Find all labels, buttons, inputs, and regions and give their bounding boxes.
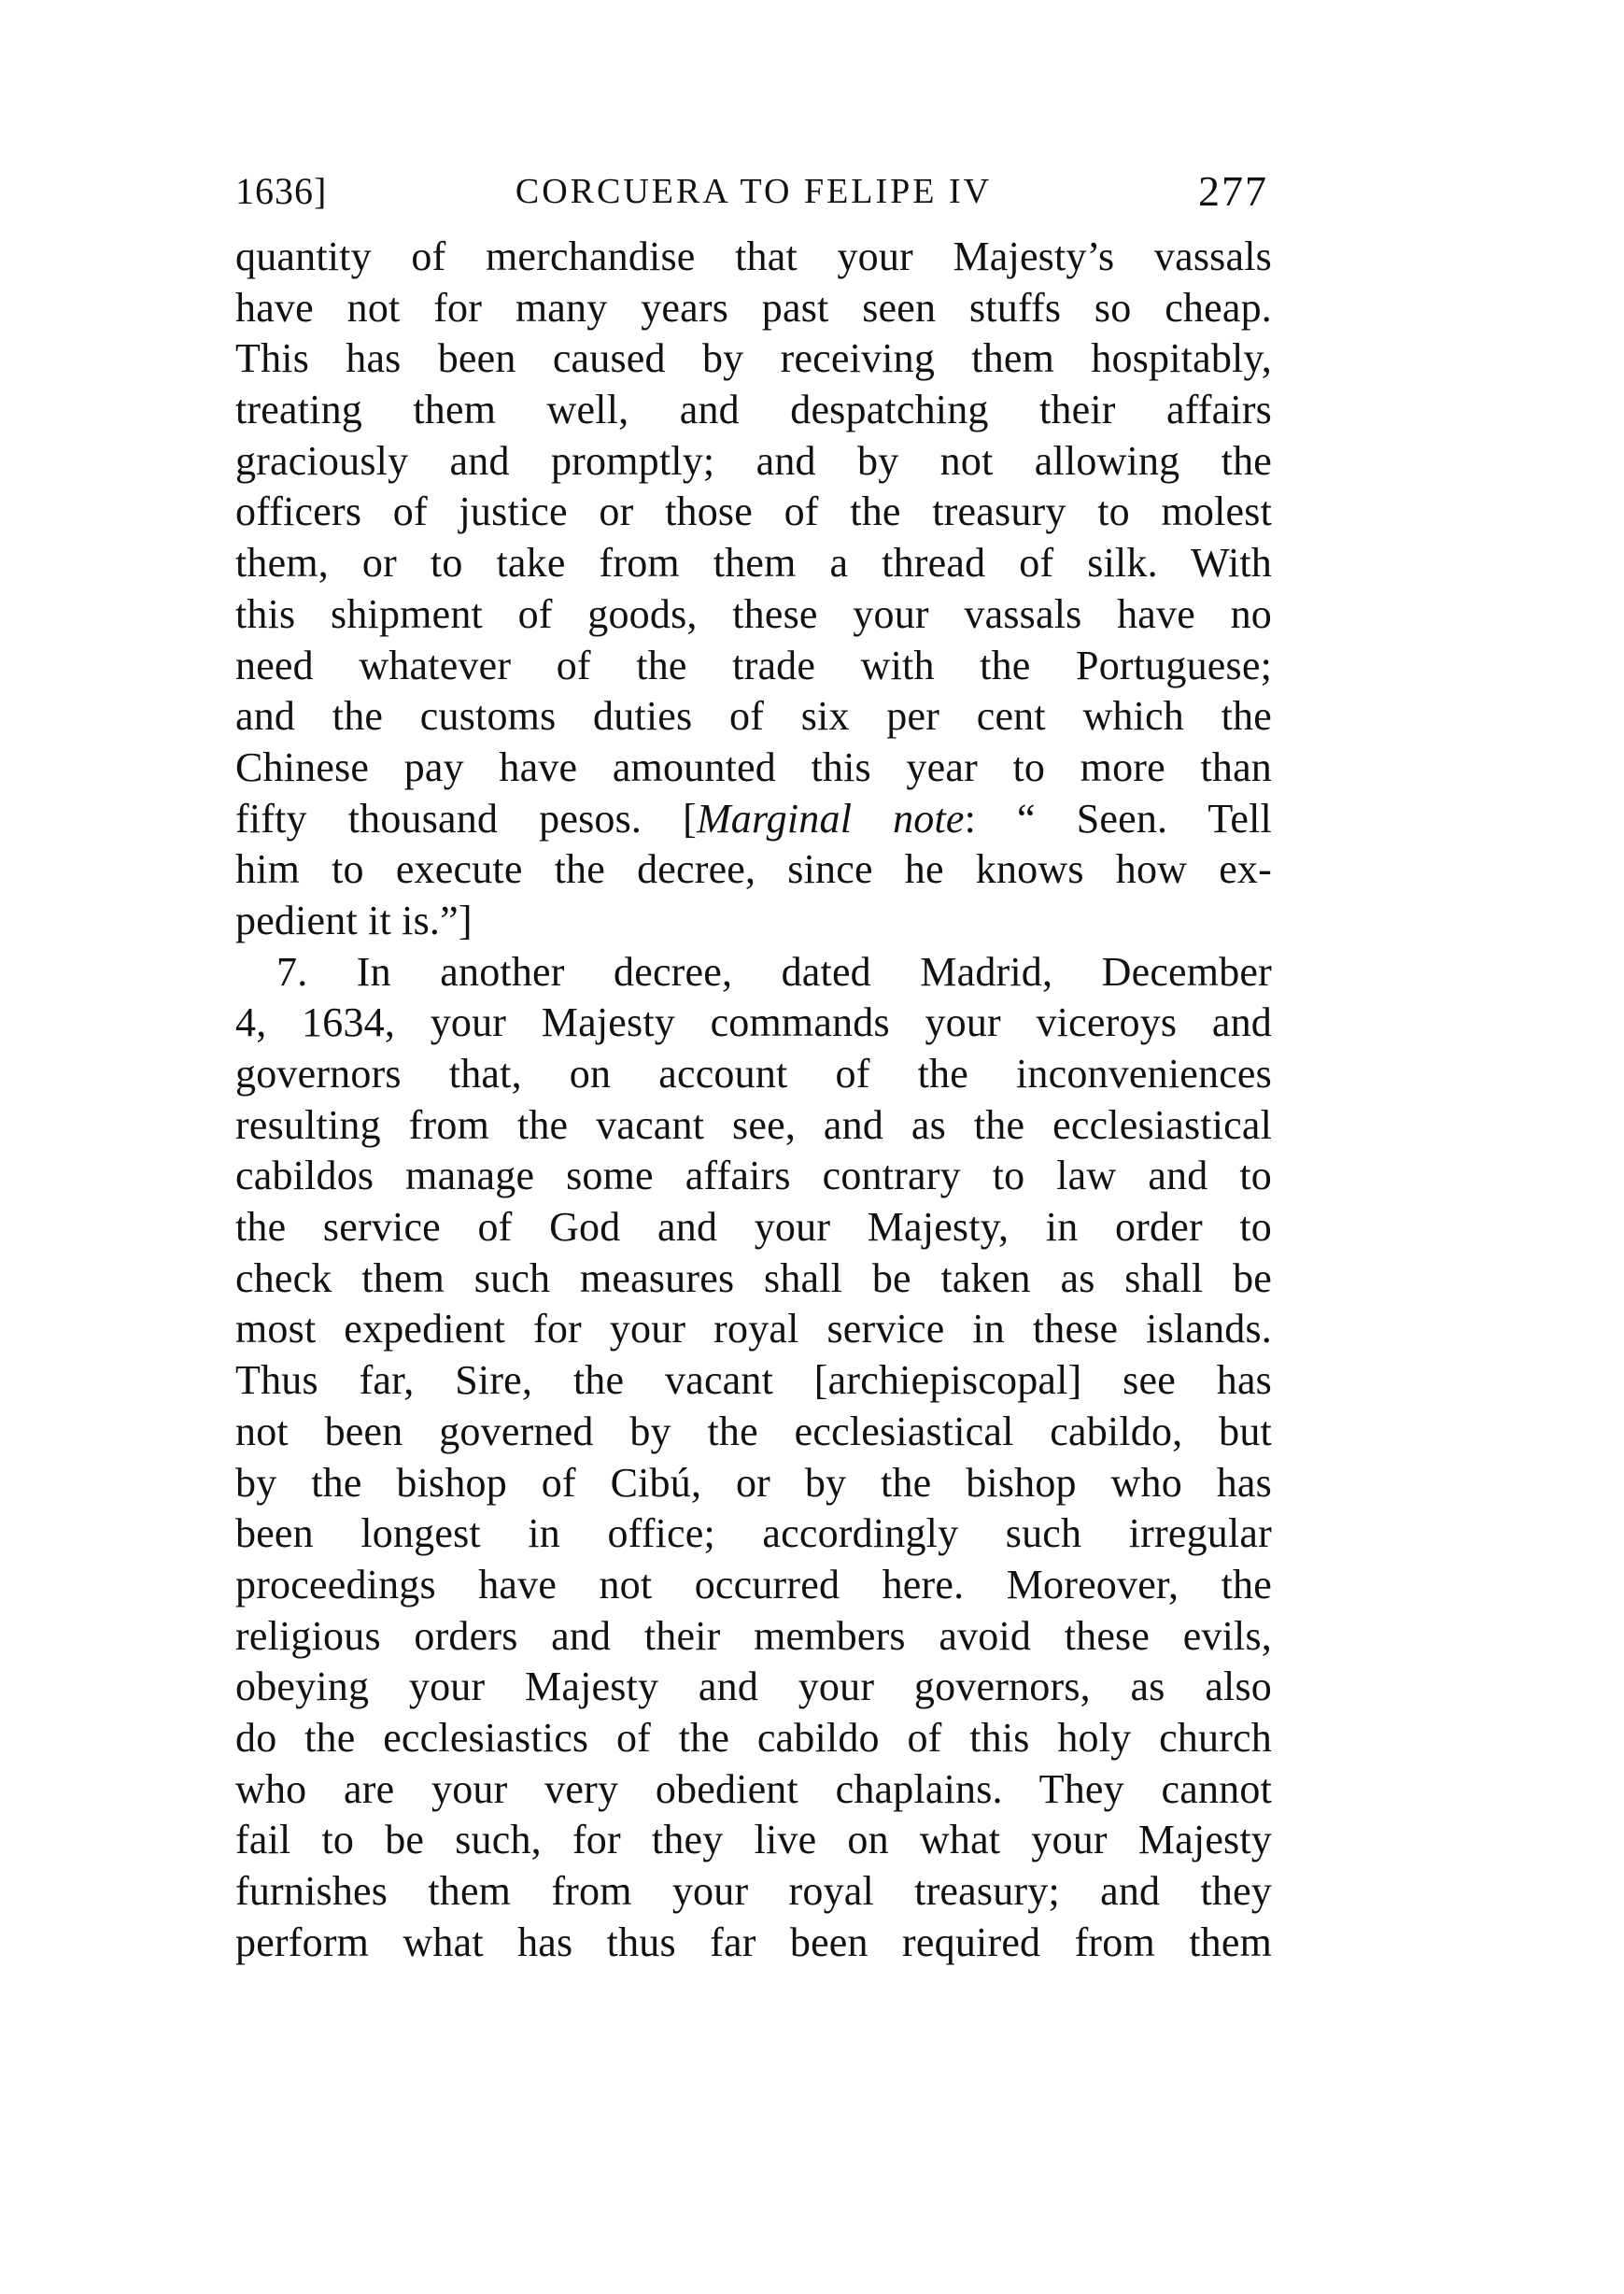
text-segment: fifty thousand pesos. [ — [235, 795, 697, 842]
text-line: This has been caused by receiving them hospitably, — [235, 335, 1272, 382]
text-line: been longest in office; accordingly such irregular — [235, 1510, 1272, 1557]
text-line: the service of God and your Majesty, in order to — [235, 1204, 1272, 1251]
text-line: treating them well, and despatching their affairs — [235, 387, 1272, 433]
text-line: governors that, on account of the inconveniences — [235, 1051, 1272, 1097]
text-line: proceedings have not occurred here. Moreover, the — [235, 1561, 1272, 1607]
paragraph-start-line: 7. In another decree, dated Madrid, December — [276, 948, 1272, 995]
text-line: them, or to take from them a thread of silk. With — [235, 540, 1272, 587]
text-line-with-marginal-note — [235, 794, 1272, 845]
text-line: and the customs duties of six per cent which the — [235, 693, 1272, 740]
text-line: most expedient for your royal service in these islands. — [235, 1306, 1272, 1352]
text-line: obeying your Majesty and your governors, as also — [235, 1664, 1272, 1710]
text-line: pedient it is.”] — [235, 897, 473, 943]
text-line: Thus far, Sire, the vacant [archiepiscopal] see has — [235, 1357, 1272, 1404]
text-line: perform what has thus far been required from them — [235, 1919, 1272, 1965]
page-number: 277 — [1198, 167, 1268, 215]
body-text — [235, 232, 1272, 1968]
text-line: officers of justice or those of the treasury to molest — [235, 489, 1272, 535]
text-line: check them such measures shall be taken as shall be — [235, 1254, 1272, 1301]
book-page — [235, 159, 1272, 1968]
text-line: cabildos manage some affairs contrary to law and to — [235, 1153, 1272, 1199]
text-line: graciously and promptly; and by not allowing the — [235, 437, 1272, 484]
text-line: resulting from the vacant see, and as the ecclesiastical — [235, 1101, 1272, 1148]
running-head — [235, 159, 1272, 224]
text-segment: : “ Seen. Tell — [964, 795, 1272, 842]
text-line: need whatever of the trade with the Portuguese; — [235, 642, 1272, 688]
text-line: Chinese pay have amounted this year to more than — [235, 743, 1272, 790]
text-line: religious orders and their members avoid these evils, — [235, 1612, 1272, 1659]
text-line: by the bishop of Cibú, or by the bishop who has — [235, 1459, 1272, 1506]
text-line: furnishes them from your royal treasury; and they — [235, 1868, 1272, 1914]
text-line: have not for many years past seen stuffs so cheap. — [235, 284, 1272, 331]
text-line: him to execute the decree, since he knows how ex- — [235, 846, 1272, 893]
text-line: fail to be such, for they live on what your Majesty — [235, 1817, 1272, 1863]
marginal-note-label: Marginal note — [696, 795, 965, 842]
text-line: who are your very obedient chaplains. They cannot — [235, 1765, 1272, 1812]
text-line: do the ecclesiastics of the cabildo of this holy church — [235, 1714, 1272, 1761]
text-line: quantity of merchandise that your Majesty’s vassals — [235, 234, 1272, 279]
running-head-year: 1636] — [235, 170, 328, 212]
text-line: this shipment of goods, these your vassals have no — [235, 590, 1272, 637]
running-head-title: CORCUERA TO FELIPE IV — [515, 172, 993, 211]
text-line: 4, 1634, your Majesty commands your viceroys and — [235, 999, 1272, 1046]
text-line: not been governed by the ecclesiastical cabildo, but — [235, 1408, 1272, 1454]
